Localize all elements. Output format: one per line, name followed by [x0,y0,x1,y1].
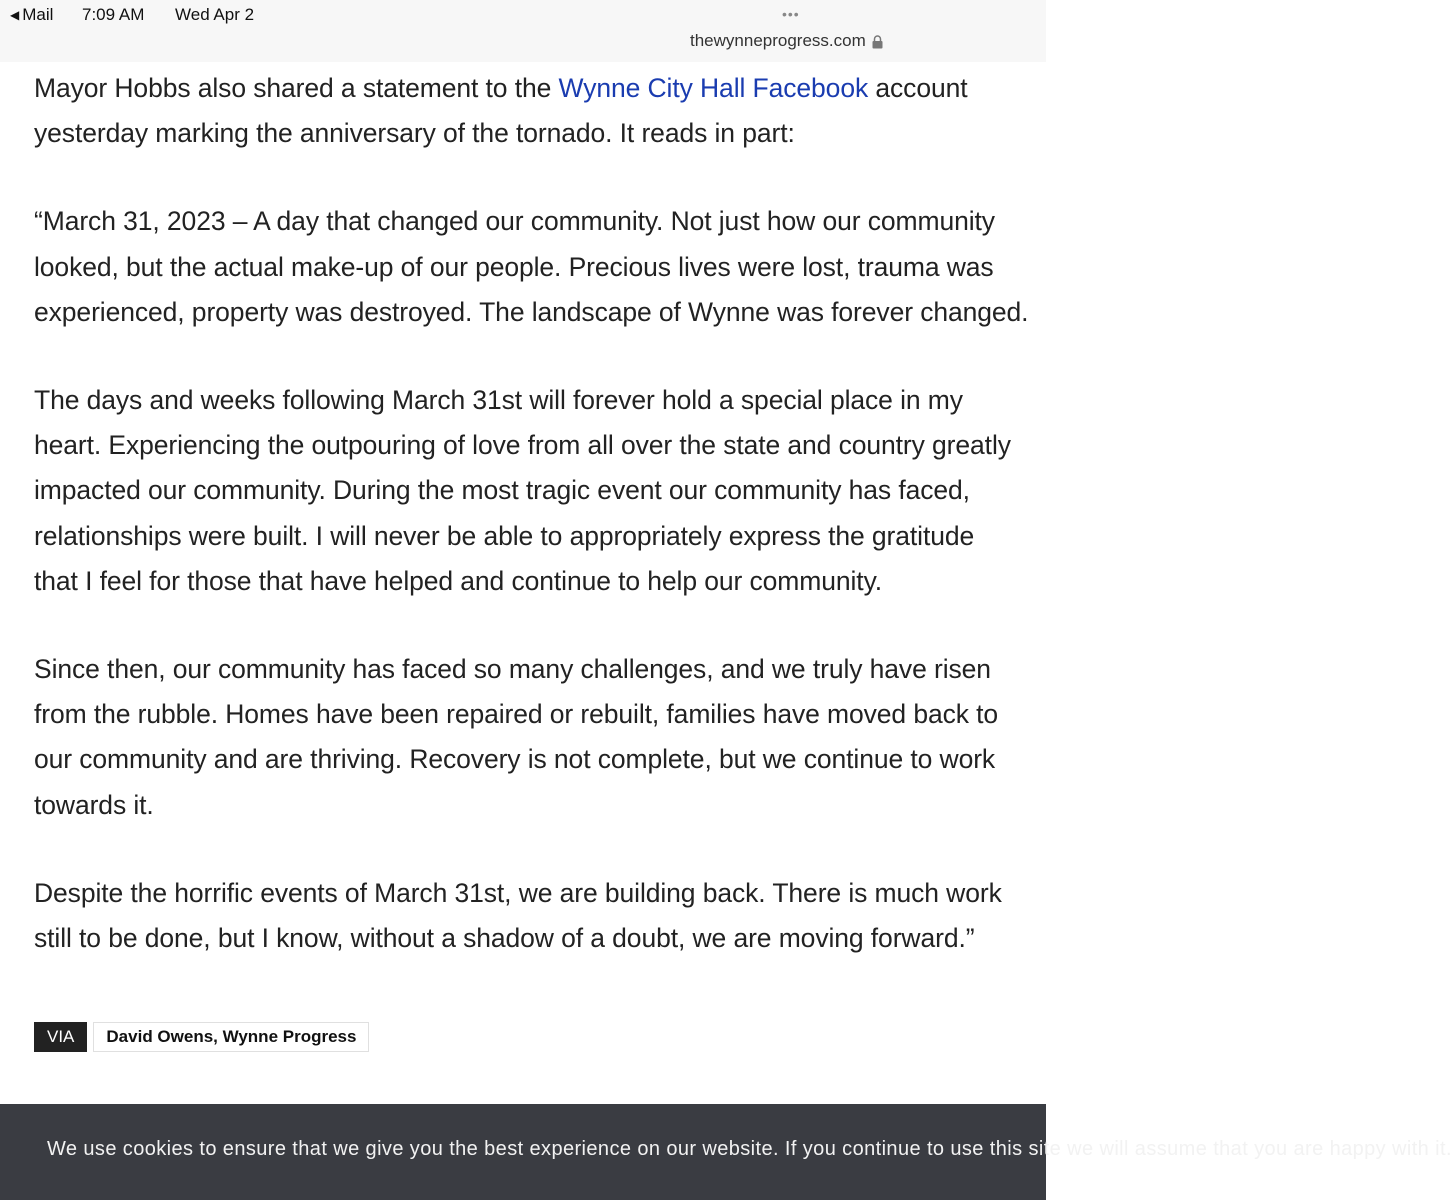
cookie-banner [0,1104,1452,1200]
intro-line-1 [34,66,1039,111]
text-line: looked, but the actual make-up of our people. Precious lives were lost, trauma was [34,251,994,282]
quote-paragraph-4 [34,871,1039,961]
quote-paragraph-3 [34,647,1039,828]
text-line: experienced, property was destroyed. The landscape of Wynne was forever changed. [34,296,1029,327]
text-line: towards it. [34,789,154,820]
more-dots-icon[interactable]: ••• [782,6,800,22]
text-line: “March 31, 2023 – A day that changed our community. Not just how our community [34,206,995,237]
text-line: Since then, our community has faced so many challenges, and we truly have risen [34,654,991,685]
via-source-link[interactable]: David Owens, Wynne Progress [93,1022,369,1052]
intro-paragraph [34,66,1039,156]
text-line: heart. Experiencing the outpouring of love from all over the state and country greatly [34,430,1011,461]
intro-text: account [868,73,968,103]
text-line: impacted our community. During the most tragic event our community has faced, [34,475,970,506]
status-date: Wed Apr 2 [175,5,255,24]
quote-paragraph-1 [34,199,1039,335]
status-bar [0,0,1046,62]
via-source-row [34,1022,369,1052]
text-line: The days and weeks following March 31st will forever hold a special place in my [34,385,963,416]
article-body [34,66,1039,1004]
back-app-label: Mail [22,5,54,24]
intro-text: Mayor Hobbs also shared a statement to the [34,73,559,103]
intro-line-2: yesterday marking the anniversary of the tornado. It reads in part: [34,118,795,149]
text-line: our community and are thriving. Recovery is not complete, but we continue to work [34,744,996,775]
text-line: Despite the horrific events of March 31st, we are building back. There is much work [34,877,1002,908]
status-time: 7:09 AM [82,5,145,24]
text-line: from the rubble. Homes have been repaired or rebuilt, families have moved back to [34,699,999,730]
back-arrow-icon: ◀ [10,8,20,22]
url-text: thewynneprogress.com [690,31,866,50]
text-line: still to be done, but I know, without a shadow of a doubt, we are moving forward.” [34,923,975,954]
text-line: that I feel for those that have helped and continue to help our community. [34,565,883,596]
lock-icon [872,35,883,49]
facebook-link[interactable]: Wynne City Hall Facebook [558,73,869,103]
via-badge: VIA [34,1022,87,1052]
cookie-banner-text: We use cookies to ensure that we give you the best experience on our website. If you continue to use this site we will assume that you are happy with it. [47,1138,1452,1160]
back-to-mail-button[interactable] [10,5,53,25]
text-line: relationships were built. I will never be able to appropriately express the gratitude [34,520,975,551]
quote-paragraph-2 [34,378,1039,604]
url-bar[interactable] [690,31,883,51]
